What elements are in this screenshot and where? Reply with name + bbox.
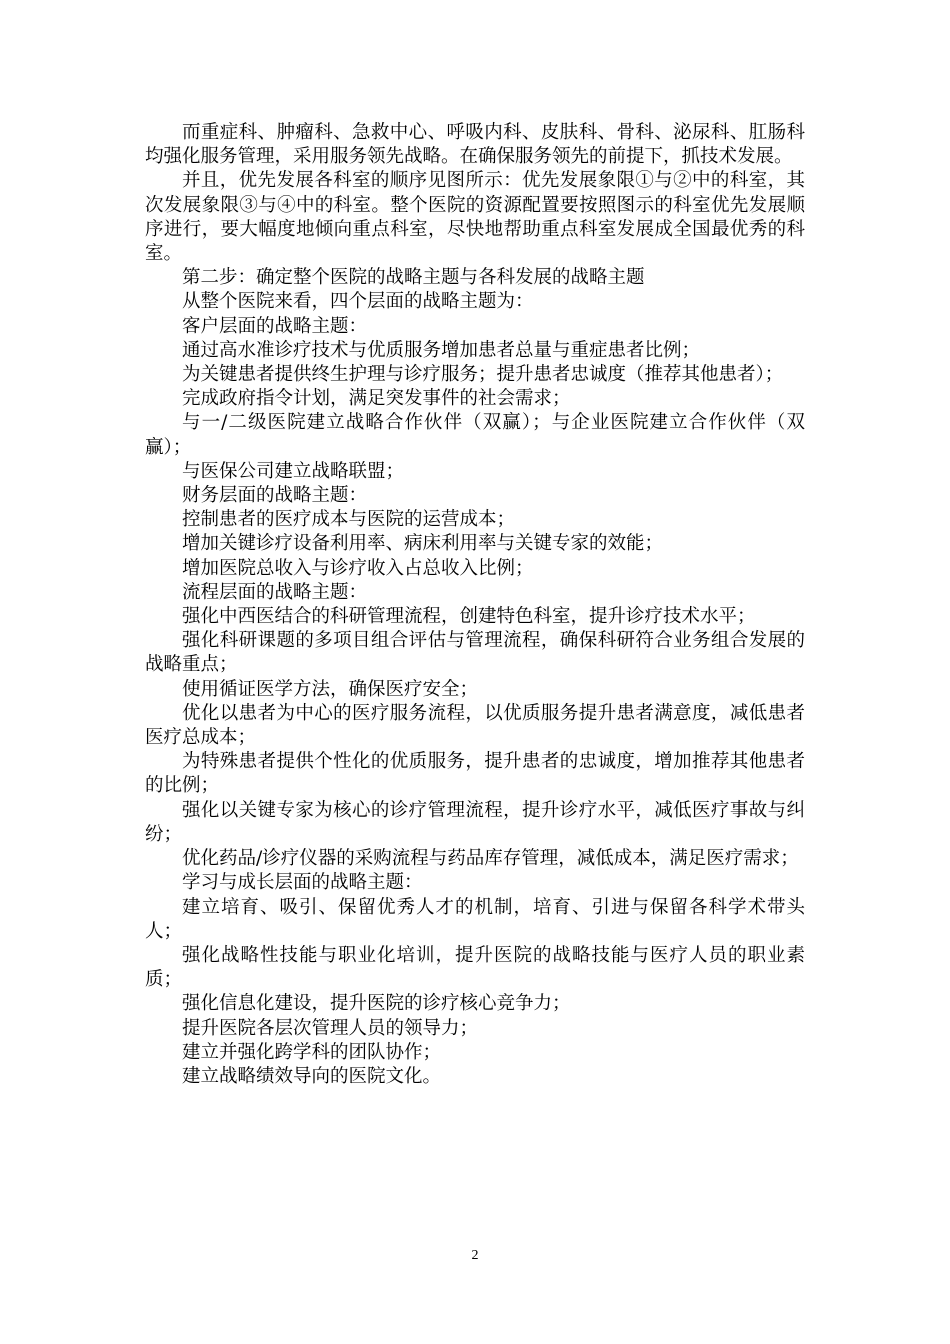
list-item: 完成政府指令计划，满足突发事件的社会需求；: [182, 388, 571, 410]
document-body: [145, 121, 805, 1089]
list-item: 强化中西医结合的科研管理流程，创建特色科室，提升诊疗技术水平；: [182, 606, 756, 628]
list-item: 强化以关键专家为核心的诊疗管理流程，提升诊疗水平，减低医疗事故与纠纷；: [145, 799, 805, 845]
list-item: 为特殊患者提供个性化的优质服务，提升患者的忠诚度，增加推荐其他患者的比例；: [145, 751, 805, 797]
page-number: 2: [471, 1248, 479, 1263]
list-item: 通过高水准诊疗技术与优质服务增加患者总量与重症患者比例；: [182, 339, 701, 361]
list-item: 控制患者的医疗成本与医院的运营成本；: [182, 509, 516, 531]
list-item: 与一/二级医院建立战略合作伙伴（双赢）；与企业医院建立合作伙伴（双赢）；: [145, 412, 805, 458]
list-item: 优化药品/诊疗仪器的采购流程与药品库存管理，减低成本，满足医疗需求；: [182, 848, 799, 870]
list-item: 强化信息化建设，提升医院的诊疗核心竞争力；: [182, 993, 571, 1015]
list-item: 提升医院各层次管理人员的领导力；: [182, 1017, 479, 1039]
list-item: 建立战略绩效导向的医院文化。: [182, 1065, 442, 1087]
list-item: 为关键患者提供终生护理与诊疗服务；提升患者忠诚度（推荐其他患者）；: [182, 364, 784, 386]
list-item: 与医保公司建立战略联盟；: [182, 460, 405, 482]
subsection-heading: 财务层面的战略主题：: [182, 485, 368, 507]
paragraph: 从整个医院来看，四个层面的战略主题为：: [182, 291, 534, 313]
paragraph: 而重症科、肿瘤科、急救中心、呼吸内科、皮肤科、骨科、泌尿科、肛肠科均强化服务管理，采用服务领先战略。在确保服务领先的前提下，抓技术发展。: [145, 122, 805, 168]
paragraph: 并且，优先发展各科室的顺序见图所示：优先发展象限①与②中的科室，其次发展象限③与④中的科室。整个医院的资源配置要按照图示的科室优先发展顺序进行，要大幅度地倾向重点科室，尽快地帮助重点科室发展成全国最优秀的科室。: [145, 170, 805, 265]
subsection-heading: 学习与成长层面的战略主题：: [182, 872, 423, 894]
section-heading: 第二步：确定整个医院的战略主题与各科发展的战略主题: [182, 267, 645, 289]
list-item: 建立培育、吸引、保留优秀人才的机制，培育、引进与保留各科学术带头人；: [145, 896, 805, 942]
list-item: 增加医院总收入与诊疗收入占总收入比例；: [182, 557, 534, 579]
list-item: 强化科研课题的多项目组合评估与管理流程，确保科研符合业务组合发展的战略重点；: [145, 630, 805, 676]
list-item: 强化战略性技能与职业化培训，提升医院的战略技能与医疗人员的职业素质；: [145, 944, 805, 991]
list-item: 增加关键诊疗设备利用率、病床利用率与关键专家的效能；: [182, 533, 664, 555]
list-item: 优化以患者为中心的医疗服务流程，以优质服务提升患者满意度，减低患者医疗总成本；: [145, 702, 805, 749]
subsection-heading: 流程层面的战略主题：: [182, 581, 368, 603]
list-item: 使用循证医学方法，确保医疗安全；: [182, 678, 479, 700]
subsection-heading: 客户层面的战略主题：: [182, 315, 368, 337]
list-item: 建立并强化跨学科的团队协作；: [182, 1041, 442, 1063]
